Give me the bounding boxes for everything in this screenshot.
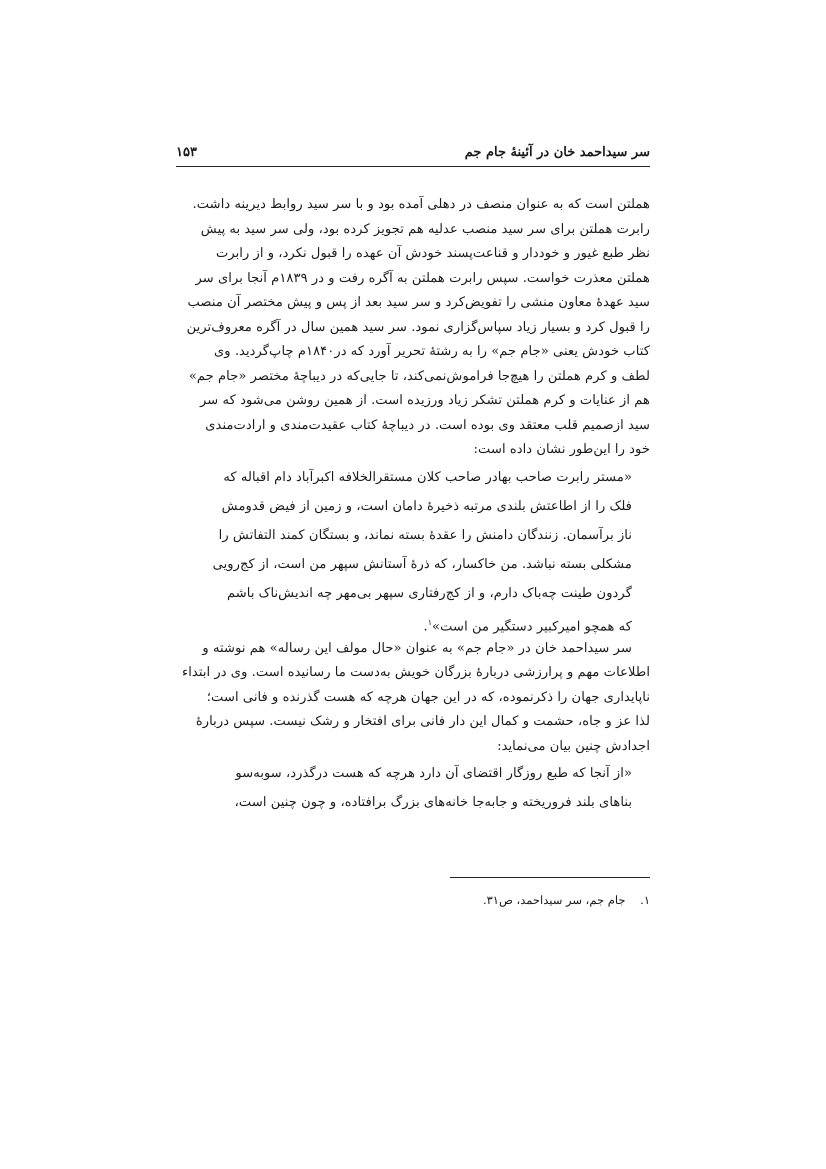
quote-end-text: که همچو امیرکبیر دستگیر من است» <box>432 618 632 634</box>
running-title: سر سیداحمد خان در آئینهٔ جام جم <box>464 144 650 160</box>
text-line: هملتن است که به عنوان منصف در دهلی آمده بود و با سر سید روابط دیرینه داشت. <box>192 197 650 212</box>
footnote-number: ۱. <box>640 893 650 907</box>
text-line: لذا عز و جاه، حشمت و کمال این دار فانی برای افتخار و رشک نیست. سپس دربارهٔ <box>195 714 650 729</box>
block-quote-2 <box>176 759 650 817</box>
footnote-rule <box>450 877 650 878</box>
header-rule <box>176 166 650 167</box>
footnote-text: جام جم، سر سیداحمد، ص۳۱. <box>482 893 626 907</box>
block-quote-1 <box>176 463 650 637</box>
text-line: هملتن معذرت خواست. سپس رابرت هملتن به آگره رفت و در ۱۸۳۹م آنجا برای سر <box>195 270 650 286</box>
text-line: سید ازصمیم قلب معتقد وی بوده است. در دیباچهٔ کتاب عقیدت‌مندی و ارادت‌مندی <box>205 417 650 433</box>
page-number: ۱۵۳ <box>176 144 197 160</box>
text-line: خود را این‌طور نشان داده است: <box>473 442 650 457</box>
quote-line: بناهای بلند فروریخته و جابه‌جا خانه‌های بزرگ برافتاده، و چون چنین است، <box>234 795 632 810</box>
quote-line: گردون طینت چه‌باک دارم، و از کج‌رفتاری سپهر بی‌مهر چه اندیش‌ناک باشم <box>226 585 632 601</box>
text-line: رابرت هملتن برای سر سید منصب عدلیه هم تجویز کرده بود، ولی سر سید به پیش <box>200 221 650 237</box>
text-line: سر سیداحمد خان در «جام جم» به عنوان «حال مولف این رساله» هم نوشته و <box>202 640 632 656</box>
text-line: را قبول کرد و بسیار زیاد سپاس‌گزاری نمود. سر سید همین سال در آگره معروف‌ترین <box>186 319 650 335</box>
text-line: لطف و کرم هملتن را هیچ‌جا فراموش‌نمی‌کند، تا جایی‌که در دیباچهٔ مختصر «جام جم» <box>188 368 650 384</box>
quote-line: «مستر رابرت صاحب بهادر صاحب کلان مستقرالخلافه اکبرآباد دام اقباله که <box>223 469 632 485</box>
quote-line-last: که همچو امیرکبیر دستگیر من است»$^۱$. <box>423 617 632 634</box>
running-header <box>176 141 650 163</box>
text-line: ناپایداری جهان را ذکرنموده، که در این جهان هرچه که هست گذرنده و فانی است؛ <box>206 689 650 705</box>
quote-line: مشکلی بسته نباشد. من خاکسار، که ذرهٔ آستانش سپهر من است، از کج‌رویی <box>212 556 632 572</box>
text-line: اطلاعات مهم و پرارزشی دربارهٔ بزرگان خویش به‌دست ما رسانیده است. وی در ابتداء <box>182 665 650 680</box>
text-line: سید عهدهٔ معاون منشی را تفویض‌کرد و سر سید بعد از پس و پیش مختصر آن منصب <box>187 295 650 310</box>
footnote-marker: ۱ <box>427 617 433 627</box>
text-line: کتاب خودش یعنی «جام جم» را به رشتهٔ تحریر آورد که در۱۸۴۰م چاپ‌گردید. وی <box>213 344 650 359</box>
quote-line: ناز برآسمان. زنندگان دامنش را عقدهٔ بسته نماند، و بستگان کمند التفاتش را <box>218 527 632 543</box>
quote-line: «از آنجا که طبع روزگار اقتضای آن دارد هرچه که هست درگذرد، سوبه‌سو <box>235 766 632 781</box>
body-text <box>176 193 650 817</box>
text-line: هم از عنایات و کرم هملتن تشکر زیاد ورزیده است. از همین روشن می‌شود که سر <box>200 393 650 408</box>
quote-line: فلک را از اطاعتش بلندی مرتبه ذخیرهٔ دامان است، و زمین از فیض قدومش <box>221 498 632 514</box>
text-line: نظر طبع غیور و خوددار و قناعت‌پسند خودش آن عهده را قبول نکرد، و از رابرت <box>215 246 650 261</box>
text-line: اجدادش چنین بیان می‌نماید: <box>497 738 650 754</box>
footnote <box>176 890 650 910</box>
